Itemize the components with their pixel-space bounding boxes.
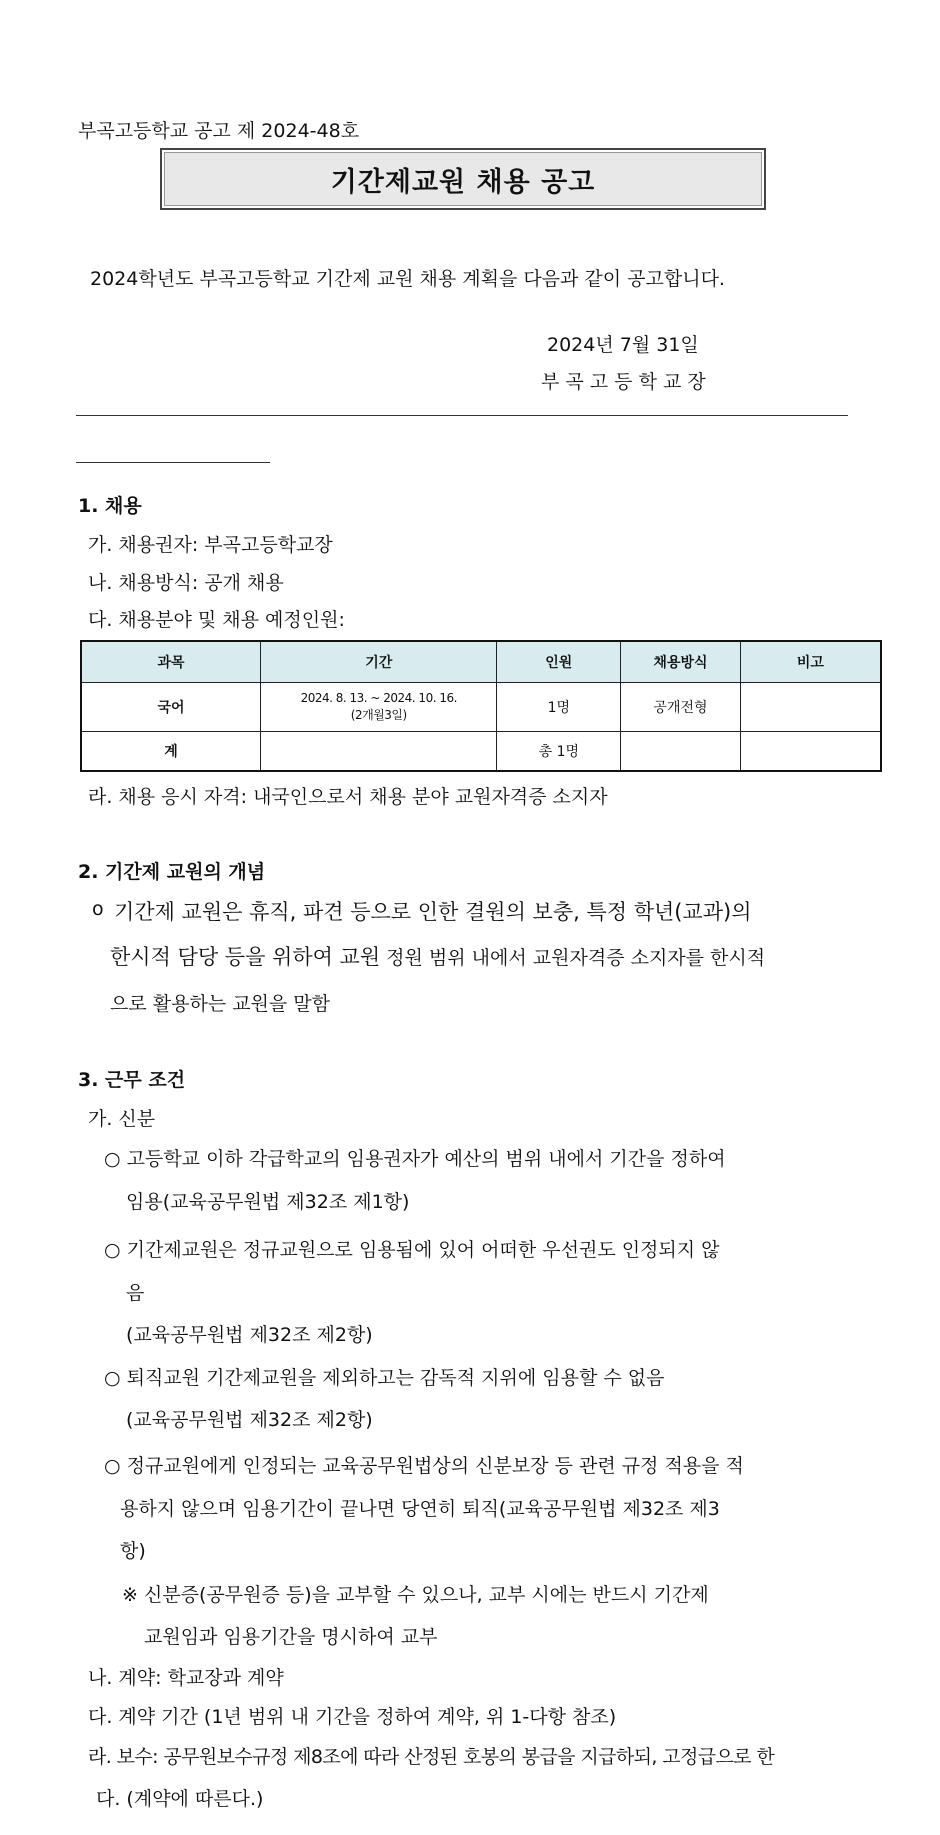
cell-subject: 국어 bbox=[81, 683, 261, 732]
section-2-line-2a: 한시적 담당 등을 위하여 교원 bbox=[110, 945, 381, 969]
recruitment-table bbox=[80, 640, 882, 772]
status-bullet-1-line-1: ○ 고등학교 이하 각급학교의 임용권자가 예산의 범위 내에서 기간을 정하여 bbox=[104, 1148, 726, 1170]
status-note-line-2: 교원임과 임용기간을 명시하여 교부 bbox=[144, 1626, 438, 1648]
cell-total-count: 총 1명 bbox=[497, 732, 621, 772]
status-bullet-4-line-1: ○ 정규교원에게 인정되는 교육공무원법상의 신분보장 등 관련 규정 적용을 적 bbox=[104, 1455, 744, 1477]
section-3-item-da: 다. 계약 기간 (1년 범위 내 기간을 정하여 계약, 위 1-다항 참조) bbox=[88, 1706, 617, 1728]
status-bullet-2-line-2: 음 bbox=[126, 1282, 145, 1304]
cell-total-label: 계 bbox=[81, 732, 261, 772]
section-1-item-ra: 라. 채용 응시 자격: 내국인으로서 채용 분야 교원자격증 소지자 bbox=[88, 786, 608, 808]
header-subject: 과목 bbox=[81, 641, 261, 683]
page-title: 기간제교원 채용 공고 bbox=[160, 148, 766, 210]
notice-date: 2024년 7월 31일 bbox=[547, 334, 699, 356]
cell-method: 공개전형 bbox=[621, 683, 741, 732]
section-3-item-ra-line-2: 다. (계약에 따른다.) bbox=[96, 1788, 264, 1810]
header-method: 채용방식 bbox=[621, 641, 741, 683]
bullet-marker: o bbox=[92, 898, 104, 920]
intro-text: 2024학년도 부곡고등학교 기간제 교원 채용 계획을 다음과 같이 공고합니다. bbox=[90, 268, 725, 290]
section-1-item-ga: 가. 채용권자: 부곡고등학교장 bbox=[88, 534, 333, 556]
table-row bbox=[81, 683, 881, 732]
cell-period bbox=[261, 683, 497, 732]
divider-line-short bbox=[76, 462, 270, 463]
status-bullet-4-line-2: 용하지 않으며 임용기간이 끝나면 당연히 퇴직(교육공무원법 제32조 제3 bbox=[120, 1498, 720, 1520]
status-bullet-1-line-2: 임용(교육공무원법 제32조 제1항) bbox=[126, 1191, 410, 1213]
header-note: 비고 bbox=[740, 641, 881, 683]
section-3-item-ga: 가. 신분 bbox=[88, 1108, 156, 1130]
section-2-heading: 2. 기간제 교원의 개념 bbox=[78, 861, 266, 883]
section-1-item-da: 다. 채용분야 및 채용 예정인원: bbox=[88, 609, 345, 631]
table-total-row bbox=[81, 732, 881, 772]
section-3-heading: 3. 근무 조건 bbox=[78, 1069, 186, 1091]
status-bullet-3-line-2: (교육공무원법 제32조 제2항) bbox=[126, 1409, 373, 1431]
header-period: 기간 bbox=[261, 641, 497, 683]
divider-line bbox=[76, 415, 848, 416]
cell-empty bbox=[621, 732, 741, 772]
status-note-line-1: ※ 신분증(공무원증 등)을 교부할 수 있으나, 교부 시에는 반드시 기간제 bbox=[122, 1584, 709, 1606]
section-3-item-na: 나. 계약: 학교장과 계약 bbox=[88, 1667, 284, 1689]
issuer: 부 곡 고 등 학 교 장 bbox=[541, 371, 706, 393]
section-2-line-2 bbox=[110, 941, 765, 971]
status-bullet-3-line-1: ○ 퇴직교원 기간제교원을 제외하고는 감독적 지위에 임용할 수 없음 bbox=[104, 1367, 665, 1389]
cell-count: 1명 bbox=[497, 683, 621, 732]
cell-note bbox=[740, 683, 881, 732]
section-2-line-2b: 정원 범위 내에서 교원자격증 소지자를 한시적 bbox=[380, 947, 766, 969]
period-range: 2024. 8. 13. ~ 2024. 10. 16. bbox=[300, 691, 457, 705]
table-header-row bbox=[81, 641, 881, 683]
section-2-line-3: 으로 활용하는 교원을 말함 bbox=[110, 993, 331, 1015]
status-bullet-2-line-3: (교육공무원법 제32조 제2항) bbox=[126, 1324, 373, 1346]
section-1-item-na: 나. 채용방식: 공개 채용 bbox=[88, 572, 284, 594]
notice-number: 부곡고등학교 공고 제 2024-48호 bbox=[78, 120, 360, 142]
section-1-heading: 1. 채용 bbox=[78, 495, 142, 517]
cell-empty bbox=[740, 732, 881, 772]
status-bullet-2-line-1: ○ 기간제교원은 정규교원으로 임용됨에 있어 어떠한 우선권도 인정되지 않 bbox=[104, 1239, 720, 1261]
status-bullet-4-line-3: 항) bbox=[120, 1540, 146, 1562]
header-count: 인원 bbox=[497, 641, 621, 683]
section-2-line-1: 기간제 교원은 휴직, 파견 등으로 인한 결원의 보충, 특정 학년(교과)의 bbox=[114, 900, 752, 924]
cell-empty bbox=[261, 732, 497, 772]
section-3-item-ra-line-1: 라. 보수: 공무원보수규정 제8조에 따라 산정된 호봉의 봉급을 지급하되, 고정급으로 한 bbox=[88, 1746, 775, 1768]
period-duration: (2개월3일) bbox=[350, 708, 407, 722]
